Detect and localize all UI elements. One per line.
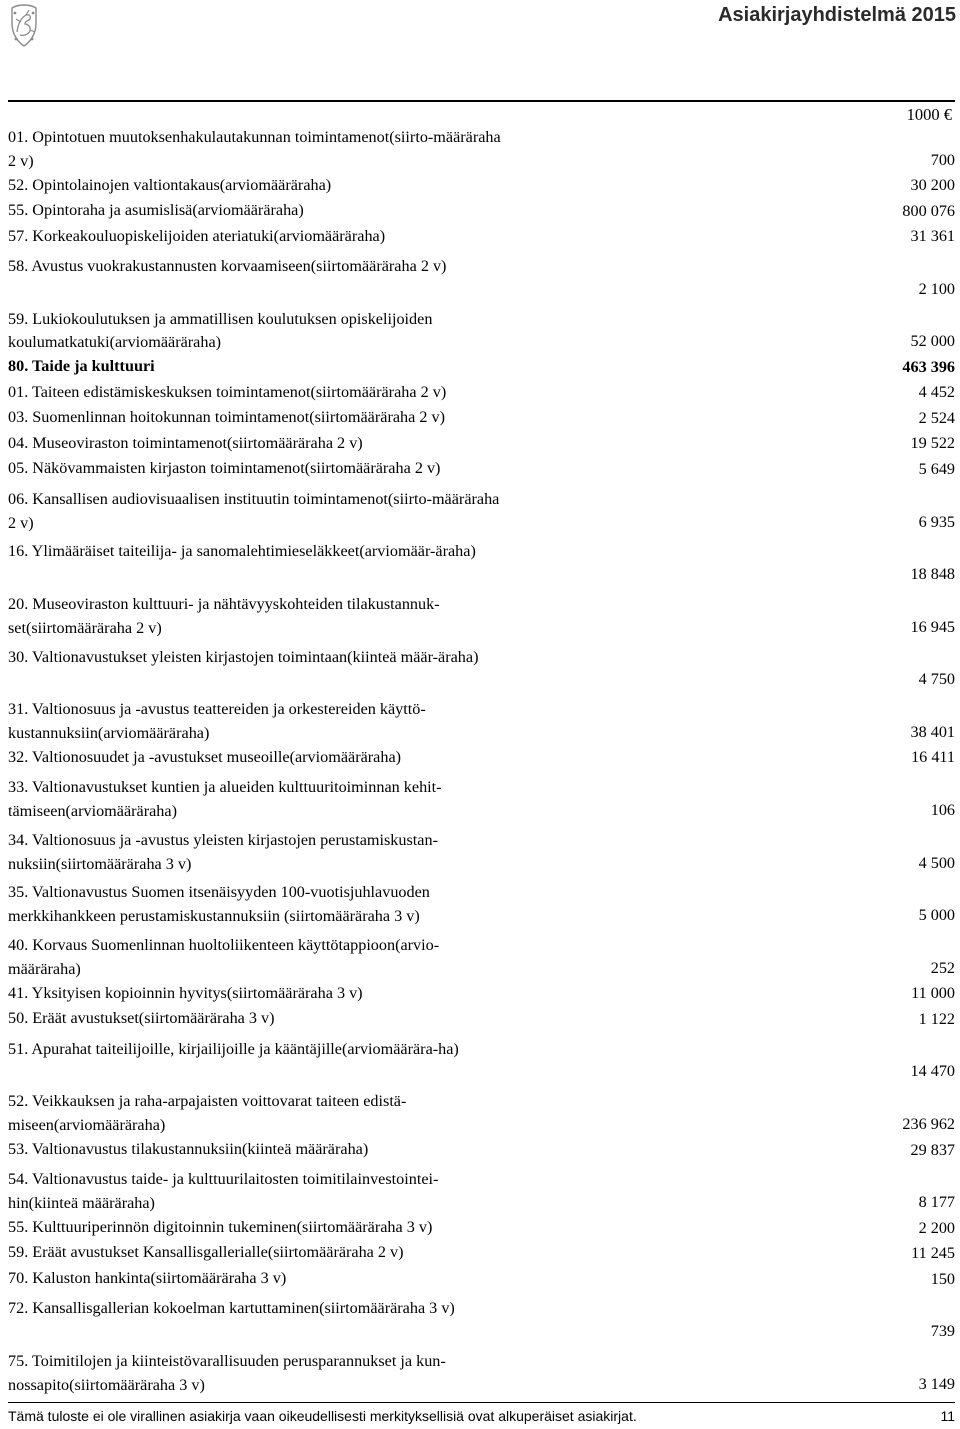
row-amount: 29 837 xyxy=(910,1140,955,1159)
page-header xyxy=(0,0,960,104)
table-row xyxy=(8,308,955,356)
table-row xyxy=(8,540,955,588)
table-row xyxy=(8,1297,955,1345)
row-amount: 700 xyxy=(930,150,955,169)
table-row xyxy=(8,934,955,982)
row-label: 35. Valtionavustus Suomen itsenäisyyden 100-vuotisjuhlavuoden merkkihankkeen perustamiskustannuksiin (siirtomääräraha 3 v) xyxy=(8,883,430,926)
row-label: 52. Veikkauksen ja raha-arpajaisten voittovarat taiteen edistä-miseen(arviomääräraha) xyxy=(8,1092,407,1135)
table-row xyxy=(8,381,955,407)
row-amount: 800 076 xyxy=(902,201,955,220)
row-label: 31. Valtionosuus ja -avustus teattereiden ja orkestereiden käyttö-kustannuksiin(arviomääräraha) xyxy=(8,700,426,742)
row-label: 01. Taiteen edistämiskeskuksen toimintamenot(siirtomääräraha 2 v) xyxy=(8,382,447,401)
row-label: 52. Opintolainojen valtiontakaus(arviomääräraha) xyxy=(8,175,332,194)
row-label: 70. Kaluston hankinta(siirtomääräraha 3 v) xyxy=(8,1268,287,1287)
row-label: 59. Lukiokoulutuksen ja ammatillisen koulutuksen opiskelijoiden koulumatkatuki(arviomääräraha) xyxy=(8,309,433,352)
row-amount: 11 245 xyxy=(911,1244,955,1263)
table-row xyxy=(8,982,955,1008)
row-label: 32. Valtionosuudet ja -avustukset museoille(arviomääräraha) xyxy=(8,747,402,766)
row-amount: 236 962 xyxy=(902,1115,955,1134)
row-amount: 5 649 xyxy=(918,459,955,478)
row-amount: 252 xyxy=(930,958,955,977)
row-amount: 11 000 xyxy=(911,984,955,1003)
row-amount: 19 522 xyxy=(910,434,955,453)
table-row xyxy=(8,881,955,929)
row-label: 55. Opintoraha ja asumislisä(arviomääräraha) xyxy=(8,201,304,220)
footer-disclaimer: Tämä tuloste ei ole virallinen asiakirja vaan oikeudellisesti merkityksellisiä ovat alkuperäiset asiakirjat. xyxy=(8,1408,637,1424)
row-label: 50. Eräät avustukset(siirtomääräraha 3 v) xyxy=(8,1009,275,1028)
unit-label: 1000 € xyxy=(906,105,952,124)
table-row xyxy=(8,488,955,536)
row-amount: 38 401 xyxy=(910,722,955,741)
table-row xyxy=(8,746,955,772)
row-amount: 16 945 xyxy=(910,617,955,636)
row-label: 75. Toimitilojen ja kiinteistövarallisuuden perusparannukset ja kun-nossapito(siirtomääräraha 3 v) xyxy=(8,1352,446,1394)
table-row xyxy=(8,126,955,174)
row-amount: 4 500 xyxy=(918,853,955,872)
row-amount: 14 470 xyxy=(910,1062,955,1081)
lion-coat-of-arms-icon xyxy=(4,2,44,52)
table-row xyxy=(8,1090,955,1138)
table-row xyxy=(8,225,955,251)
row-amount: 18 848 xyxy=(910,565,955,584)
row-amount: 739 xyxy=(930,1322,955,1341)
row-amount: 463 396 xyxy=(902,357,955,376)
table-row xyxy=(8,355,955,381)
row-label: 41. Yksityisen kopioinnin hyvitys(siirtomääräraha 3 v) xyxy=(8,983,363,1002)
table-row xyxy=(8,406,955,432)
row-label: 54. Valtionavustus taide- ja kulttuurilaitosten toimitilainvestointei-hin(kiinteä määräraha) xyxy=(8,1170,439,1213)
row-amount: 1 122 xyxy=(918,1009,955,1028)
row-amount: 2 524 xyxy=(918,408,955,427)
table-row xyxy=(8,1267,955,1293)
table-row xyxy=(8,1007,955,1033)
table-row xyxy=(8,199,955,225)
table-row xyxy=(8,593,955,641)
row-label: 58. Avustus vuokrakustannusten korvaamiseen(siirtomääräraha 2 v) xyxy=(8,257,447,276)
table-row xyxy=(8,829,955,877)
row-amount: 3 149 xyxy=(918,1374,955,1393)
footer-divider xyxy=(8,1402,955,1403)
row-amount: 8 177 xyxy=(918,1193,955,1212)
row-amount: 2 200 xyxy=(918,1218,955,1237)
table-row xyxy=(8,457,955,483)
table-row xyxy=(8,698,955,746)
row-label: 40. Korvaus Suomenlinnan huoltoliikenteen käyttötappioon(arvio-määräraha) xyxy=(8,936,440,978)
row-amount: 2 100 xyxy=(918,279,955,298)
row-amount: 30 200 xyxy=(910,176,955,195)
table-row xyxy=(8,1350,955,1398)
row-label: 57. Korkeakouluopiskelijoiden ateriatuki(arviomääräraha) xyxy=(8,226,386,245)
row-label: 20. Museoviraston kulttuuri- ja nähtävyyskohteiden tilakustannuk-set(siirtomääräraha 2 v) xyxy=(8,594,440,637)
row-label: 33. Valtionavustukset kuntien ja alueiden kulttuuritoiminnan kehit-tämiseen(arviomääräraha) xyxy=(8,778,442,821)
table-row xyxy=(8,1138,955,1164)
row-label: 53. Valtionavustus tilakustannuksiin(kiinteä määräraha) xyxy=(8,1139,369,1158)
table-row xyxy=(8,776,955,824)
table-row xyxy=(8,1241,955,1267)
row-label: 06. Kansallisen audiovisuaalisen instituutin toimintamenot(siirto-määräraha 2 v) xyxy=(8,489,500,532)
row-label: 80. Taide ja kulttuuri xyxy=(8,357,155,376)
header-divider xyxy=(8,100,955,102)
row-amount: 4 750 xyxy=(918,670,955,689)
row-amount: 150 xyxy=(930,1269,955,1288)
row-label: 16. Ylimääräiset taiteilija- ja sanomalehtimieseläkkeet(arviomäär-äraha) xyxy=(8,542,476,561)
table-row xyxy=(8,174,955,200)
row-amount: 52 000 xyxy=(910,332,955,351)
row-label: 34. Valtionosuus ja -avustus yleisten kirjastojen perustamiskustan-nuksiin(siirtomääräraha 3 v) xyxy=(8,830,438,873)
row-label: 05. Näkövammaisten kirjaston toimintamenot(siirtomääräraha 2 v) xyxy=(8,459,441,478)
page-footer xyxy=(8,1408,955,1424)
table-row xyxy=(8,1216,955,1242)
table-row xyxy=(8,1038,955,1086)
table-row xyxy=(8,432,955,458)
row-amount: 106 xyxy=(930,801,955,820)
row-amount: 5 000 xyxy=(918,906,955,925)
row-amount: 4 452 xyxy=(918,383,955,402)
row-amount: 16 411 xyxy=(911,748,955,767)
row-label: 01. Opintotuen muutoksenhakulautakunnan toimintamenot(siirto-määräraha 2 v) xyxy=(8,128,501,170)
row-label: 03. Suomenlinnan hoitokunnan toimintamenot(siirtomääräraha 2 v) xyxy=(8,408,445,427)
row-label: 04. Museoviraston toimintamenot(siirtomääräraha 2 v) xyxy=(8,433,363,452)
row-amount: 6 935 xyxy=(918,512,955,531)
row-label: 30. Valtionavustukset yleisten kirjastojen toimintaan(kiinteä määr-äraha) xyxy=(8,647,479,666)
row-label: 72. Kansallisgallerian kokoelman kartuttaminen(siirtomääräraha 3 v) xyxy=(8,1299,455,1318)
table-row xyxy=(8,1168,955,1216)
table-row xyxy=(8,255,955,303)
row-label: 51. Apurahat taiteilijoille, kirjailijoille ja kääntäjille(arviomäärära-ha) xyxy=(8,1039,459,1058)
row-label: 59. Eräät avustukset Kansallisgallerialle(siirtomääräraha 2 v) xyxy=(8,1243,404,1262)
table-row xyxy=(8,646,955,694)
page-number: 11 xyxy=(940,1408,955,1424)
document-title: Asiakirjayhdistelmä 2015 xyxy=(718,4,956,26)
budget-table xyxy=(8,126,955,1398)
row-amount: 31 361 xyxy=(910,227,955,246)
row-label: 55. Kulttuuriperinnön digitoinnin tukeminen(siirtomääräraha 3 v) xyxy=(8,1217,433,1236)
